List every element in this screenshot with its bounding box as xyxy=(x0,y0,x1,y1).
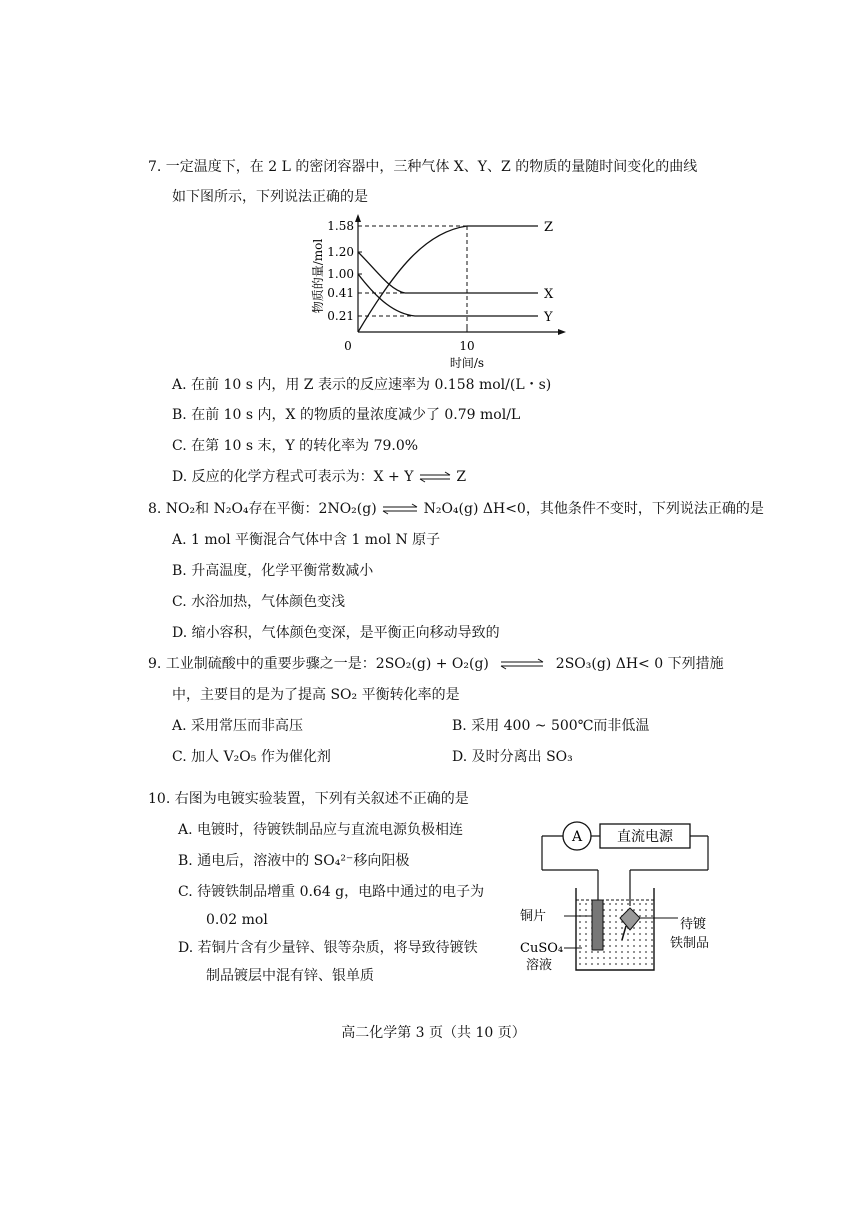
q10-option-a: A. 电镀时，待镀铁制品应与直流电源负极相连 xyxy=(178,822,464,838)
solution-label-2: 溶液 xyxy=(526,958,553,973)
ytick-1.58: 1.58 xyxy=(327,219,354,233)
q10-option-c2: 0.02 mol xyxy=(206,912,268,928)
y-axis-arrow xyxy=(355,214,361,222)
x-axis-label: 时间/s xyxy=(449,356,485,370)
q10-stem: 10. 右图为电镀实验装置，下列有关叙述不正确的是 xyxy=(148,791,469,807)
label-x: X xyxy=(544,287,554,302)
iron-label-2: 铁制品 xyxy=(670,936,710,951)
q9-option-d: D. 及时分离出 SO₃ xyxy=(452,749,573,765)
q8-stem-post: N₂O₄(g) ΔH<0，其他条件不变时，下列说法正确的是 xyxy=(423,501,764,517)
q8-option-b: B. 升高温度，化学平衡常数减小 xyxy=(172,563,374,579)
q7-stem-line1: 7. 一定温度下，在 2 L 的密闭容器中，三种气体 X、Y、Z 的物质的量随时间变化的曲线 xyxy=(148,159,698,175)
q9-stem xyxy=(148,654,724,674)
q9-option-b: B. 采用 400 ~ 500℃而非低温 xyxy=(452,718,650,734)
xtick-0: 0 xyxy=(344,339,352,353)
label-y: Y xyxy=(544,310,553,325)
q7-option-c: C. 在第 10 s 末，Y 的转化率为 79.0% xyxy=(172,438,419,454)
q9-option-c: C. 加人 V₂O₅ 作为催化剂 xyxy=(172,749,331,765)
q7-option-d xyxy=(172,467,466,487)
copper-electrode xyxy=(592,900,603,950)
q9-stem-line2: 中，主要目的是为了提高 SO₂ 平衡转化率的是 xyxy=(172,687,460,703)
q7-option-a: A. 在前 10 s 内，用 Z 表示的反应速率为 0.158 mol/(L・s) xyxy=(172,377,552,393)
q9-option-a: A. 采用常压而非高压 xyxy=(172,718,304,734)
page-footer: 高二化学第 3 页（共 10 页） xyxy=(341,1025,526,1041)
xtick-10: 10 xyxy=(459,339,475,353)
q10-option-d2: 制品镀层中混有锌、银单质 xyxy=(206,968,374,984)
q8-stem xyxy=(148,499,764,519)
ytick-0.21: 0.21 xyxy=(327,309,354,323)
iron-label-1: 待镀 xyxy=(680,917,707,932)
q9-stem-pre: 9. 工业制硫酸中的重要步骤之一是：2SO₂(g) + O₂(g) xyxy=(148,656,489,672)
equilibrium-arrow-icon xyxy=(499,658,545,670)
ammeter-label: A xyxy=(571,829,583,845)
q10-option-c1: C. 待镀铁制品增重 0.64 g，电路中通过的电子为 xyxy=(178,884,485,900)
label-z: Z xyxy=(544,220,554,235)
curve-x xyxy=(358,252,538,293)
power-supply-label: 直流电源 xyxy=(617,829,673,845)
q9-stem-post: 2SO₃(g) ΔH< 0 下列措施 xyxy=(555,656,724,672)
y-axis-label: 物质的量/mol xyxy=(311,238,325,314)
equilibrium-arrow-icon xyxy=(381,503,419,515)
q7-option-d-product: Z xyxy=(456,469,467,485)
ytick-1.20: 1.20 xyxy=(327,245,354,259)
x-axis-arrow xyxy=(558,329,566,335)
copper-label: 铜片 xyxy=(520,909,547,924)
q8-option-c: C. 水浴加热，气体颜色变浅 xyxy=(172,594,346,610)
q7-option-d-text: D. 反应的化学方程式可表示为：X + Y xyxy=(172,469,414,485)
q8-option-d: D. 缩小容积，气体颜色变深，是平衡正向移动导致的 xyxy=(172,625,500,641)
q7-option-b: B. 在前 10 s 内，X 的物质的量浓度减少了 0.79 mol/L xyxy=(172,407,521,423)
q10-option-b: B. 通电后，溶液中的 SO₄²⁻移向阳极 xyxy=(178,853,410,869)
ytick-1.00: 1.00 xyxy=(327,267,354,281)
q7-graph xyxy=(300,210,600,370)
ytick-0.41: 0.41 xyxy=(327,286,354,300)
solution-label-1: CuSO₄ xyxy=(520,941,564,956)
q10-option-d1: D. 若铜片含有少量锌、银等杂质，将导致待镀铁 xyxy=(178,940,478,956)
q8-option-a: A. 1 mol 平衡混合气体中含 1 mol N 原子 xyxy=(172,532,441,548)
equilibrium-arrow-icon xyxy=(418,471,452,483)
electroplating-apparatus xyxy=(518,818,718,988)
q8-stem-pre: 8. NO₂和 N₂O₄存在平衡：2NO₂(g) xyxy=(148,501,377,517)
q7-stem-line2: 如下图所示，下列说法正确的是 xyxy=(172,189,368,205)
